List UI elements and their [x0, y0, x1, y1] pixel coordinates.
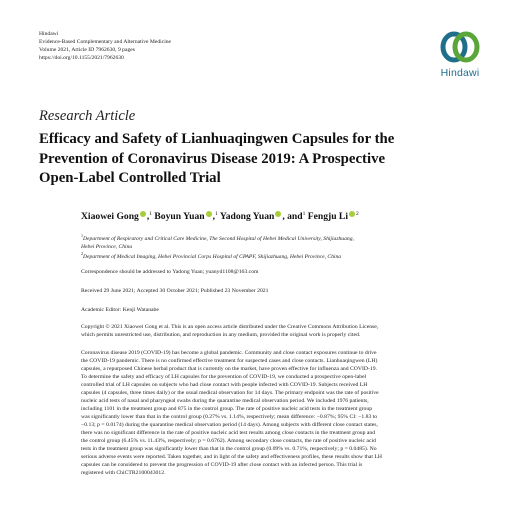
abstract-line: Coronavirus disease 2019 (COVID-19) has become a global pandemic. Community and close contact exposures continue to drive	[81, 350, 377, 356]
affiliation-marker: 1	[302, 211, 306, 217]
title-line: Prevention of Coronavirus Disease 2019: A Prospective	[39, 150, 386, 167]
volume-line: Volume 2021, Article ID 7962630, 9 pages	[39, 47, 135, 53]
copyright-notice: Copyright © 2021 Xiaowei Gong et al. This is an open access article distributed under the Creative Commons Attribution License, which permits unrestricted use, distribution, and reproduction in any medium, provided the original work is properly cited.	[81, 324, 379, 338]
affiliation-marker: 2	[356, 211, 359, 217]
abstract-line: was significantly lower than that in the control group (0.27% vs. 1.14%, respectively; mean difference: −0.87%; 95% CI: −1.83 to	[81, 414, 378, 420]
abstract-line: −0.13; p = 0.0174) during the quarantine medical observation period (14 days). Among subjects with different close contact states,	[81, 422, 378, 428]
abstract	[81, 349, 483, 477]
abstract-line: serious adverse events were reported. Taken together, and in light of the safety and effectiveness profiles, these results show that LH	[81, 454, 382, 460]
correspondence: Correspondence should be addressed to Yadong Yuan; yuanyd1108@163.com	[81, 269, 259, 275]
abstract-line: including 1101 in the treatment group and 875 in the control group. The rate of positive nucleic acid tests in the treatment group	[81, 406, 373, 412]
hindawi-logo	[434, 30, 486, 82]
affiliation-marker: 1	[215, 211, 218, 217]
orcid-icon[interactable]	[140, 211, 146, 217]
abstract-line: capsules can be considered to prevent the progression of COVID-19 after close contact with an infected person. This trial is	[81, 462, 363, 468]
author-name: Xiaowei Gong	[81, 211, 139, 223]
author-name: Boyun Yuan	[154, 211, 205, 223]
affiliation-marker: 1	[149, 211, 152, 217]
hindawi-logo-icon	[440, 30, 480, 64]
abstract-line: there was no significant difference in the rate of positive nucleic acid test results among close contacts in the treatment group and	[81, 430, 376, 436]
author-name: Fengju Li	[307, 211, 348, 223]
affiliation: $^2$Department of Medical Imaging, Hebei Provincial Corps Hospital of CPAPF, Shijiazhuang, Hebei Province, China	[81, 251, 342, 260]
title-line: Efficacy and Safety of Lianhuaqingwen Capsules for the	[39, 131, 395, 147]
journal-title: Evidence-Based Complementary and Alternative Medicine	[39, 39, 172, 45]
doi-link[interactable]: https://doi.org/10.1155/2021/7962630	[39, 55, 124, 61]
orcid-icon[interactable]	[349, 211, 355, 217]
article-type: Research Article	[39, 108, 136, 124]
abstract-line: capsules (4 capsules, three times daily) or the usual medical observation for 14 days. The primary endpoint was the rate of positive	[81, 390, 379, 396]
academic-editor: Academic Editor: Kenji Watanabe	[81, 307, 159, 313]
author-list: Xiaowei Gong ,$^1$ Boyun Yuan ,$^1$ Yadong Yuan , and$^1$ Fengju Li $^2$	[81, 211, 359, 223]
journal-info	[39, 30, 171, 62]
abstract-line: tests in the treatment group was significantly lower than that in the control group (0.09% vs. 0.71%, respectively; p = 0.0485). No	[81, 446, 377, 452]
paper-title	[39, 130, 479, 189]
publication-dates: Received 29 June 2021; Accepted 30 October 2021; Published 23 November 2021	[81, 288, 269, 294]
orcid-icon[interactable]	[206, 211, 212, 217]
abstract-line: nucleic acid tests of nasal and pharyngeal swabs during the quarantine medical observation period. We included 1976 patients,	[81, 398, 369, 404]
affiliation: $^1$Department of Respiratory and Critical Care Medicine, The Second Hospital of Hebei Medical University, Shijiazhuang, Hebei Province, China	[81, 233, 354, 250]
orcid-icon[interactable]	[275, 211, 281, 217]
abstract-line: controlled trial of LH capsules on subjects who had close contact with people infected with COVID-19. Subjects received LH	[81, 382, 368, 388]
abstract-line: capsules, a repurposed Chinese herbal product that is currently on the market, have proven effective for influenza and COVID-19.	[81, 366, 378, 372]
abstract-line: To determine the safety and efficacy of LH capsules for the prevention of COVID-19, we conducted a prospective open-label	[81, 374, 367, 380]
publisher-name: Hindawi	[39, 31, 59, 37]
abstract-line: the COVID-19 pandemic. There is no confirmed effective treatment for suspected cases and close contacts. Lianhuaqingwen (LH)	[81, 358, 378, 364]
author-name: Yadong Yuan	[219, 211, 275, 223]
abstract-line: registered with ChiCTR2100043012.	[81, 470, 166, 476]
logo-text: Hindawi	[440, 67, 480, 79]
title-line: Open-Label Controlled Trial	[39, 170, 221, 186]
abstract-line: the control group (6.45% vs. 11.43%, respectively; p = 0.6762). Among secondary close contacts, the rate of positive nucleic acid	[81, 438, 376, 444]
